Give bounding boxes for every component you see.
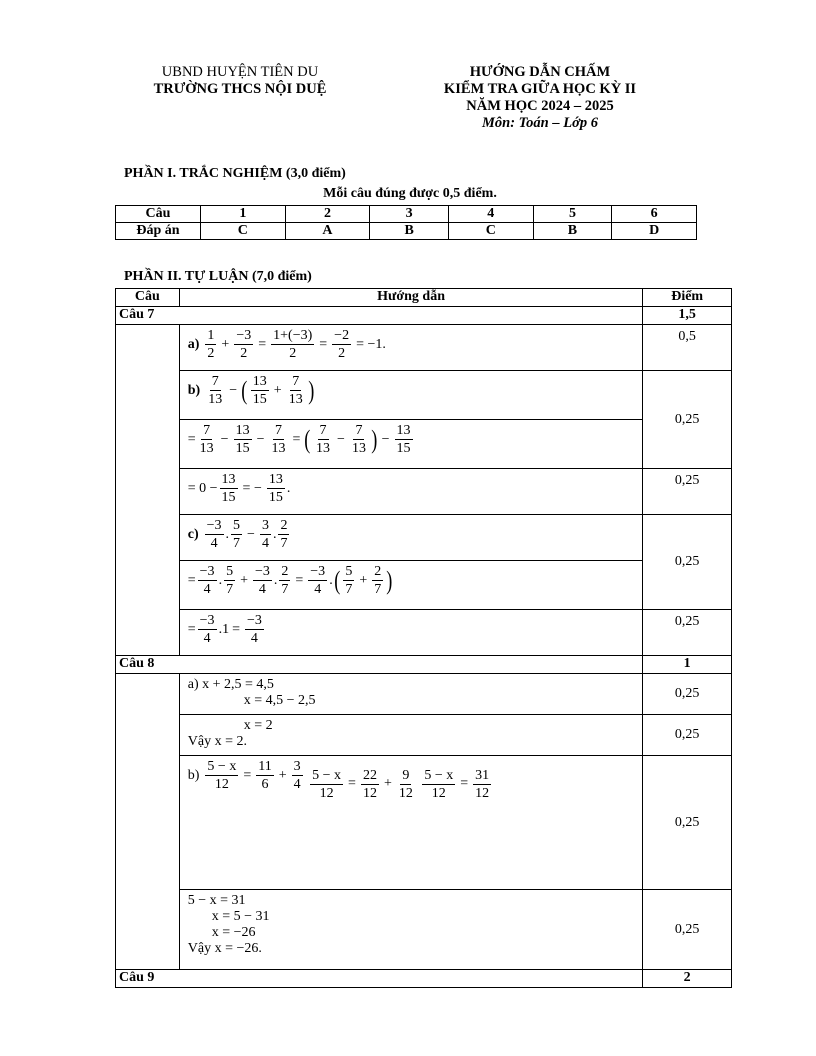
- col-points: Điểm: [643, 289, 732, 307]
- question-label: Câu 9: [116, 970, 643, 988]
- answer-table: [115, 205, 697, 240]
- question-number: 2: [285, 206, 370, 223]
- answer-cell: C: [448, 223, 533, 240]
- step-7c-2: = −3 4 . 5 7 + $\frac{-3}{4}$ . $\frac{2}{7}$ = $\frac{-3}{4}$ . ( 5 7 + $\frac{2}{7}$ ): [179, 561, 643, 610]
- question-row: [116, 970, 732, 988]
- exam-name: KIỂM TRA GIỮA HỌC KỲ II: [443, 81, 637, 97]
- step-row: [116, 756, 732, 890]
- step-8b-1: b) $\frac{5 - x}{12}$ = $\frac{11}{6}$ + $\frac{3}{4}$ $\frac{5 - x}{12}$ = $\frac{22}{12}$ + $\frac{9}{12}$ $\frac{5 - x}{12}$ = $\frac{31}{12}$: [179, 756, 643, 890]
- question-row: [116, 307, 732, 325]
- step-8b-2: 5 − x = 31 x = 5 − 31 x = −26 Vậy x = −26.: [179, 890, 643, 970]
- step-8a-2: x = 2 Vậy x = 2.: [179, 715, 643, 756]
- step-points: 0,25: [643, 371, 732, 469]
- step-points: 0,5: [643, 325, 732, 371]
- step-points: 0,25: [643, 610, 732, 656]
- step-7b-3: = 0 − $\frac{13}{15}$ = − $\frac{13}{15}$ .: [179, 469, 643, 515]
- document-header: [412, 64, 668, 132]
- school-header: [128, 64, 352, 98]
- grading-header-row: [116, 289, 732, 307]
- step-row: [116, 420, 732, 469]
- question-number: 5: [533, 206, 612, 223]
- answer-table-questions: [116, 206, 697, 223]
- blank-cell: [116, 674, 180, 970]
- step-row: [116, 325, 732, 371]
- step-8a-1: a) x + 2,5 = 4,5 x = 4,5 − 2,5: [179, 674, 643, 715]
- col-guide: Hướng dẫn: [179, 289, 643, 307]
- step-points: 0,25: [643, 515, 732, 610]
- question-points: 1,5: [643, 307, 732, 325]
- question-header: Câu: [116, 206, 201, 223]
- answer-header: Đáp án: [116, 223, 201, 240]
- school-year: NĂM HỌC 2024 – 2025: [466, 98, 614, 114]
- step-row: [116, 715, 732, 756]
- step-7b-2: = 7 13 − $\frac{13}{15}$ − $\frac{7}{13}$ = ( 7 13 − $\frac{7}{13}$ ) − $\frac{13}{15}$: [179, 420, 643, 469]
- step-row: [116, 561, 732, 610]
- step-row: [116, 515, 732, 561]
- part2-title: PHẦN II. TỰ LUẬN (7,0 điểm): [124, 269, 312, 284]
- doc-title: HƯỚNG DẪN CHẤM: [469, 64, 611, 80]
- question-number: 3: [370, 206, 449, 223]
- step-points: 0,25: [643, 469, 732, 515]
- blank-cell: [116, 325, 180, 656]
- step-row: [116, 674, 732, 715]
- step-7c-3: = $\frac{-3}{4}$ .1 = $\frac{-3}{4}$: [179, 610, 643, 656]
- step-row: [116, 890, 732, 970]
- subject: Môn: Toán – Lớp 6: [481, 115, 598, 131]
- col-cau: Câu: [116, 289, 180, 307]
- step-points: 0,25: [643, 674, 732, 715]
- part1-title: PHẦN I. TRẮC NGHIỆM (3,0 điểm): [124, 166, 346, 181]
- question-points: 2: [643, 970, 732, 988]
- step-7c-1: c) −3 4 . 5 7 − $\frac{3}{4}$ . 2 7: [179, 515, 643, 561]
- step-points: 0,25: [643, 756, 732, 890]
- step-row: [116, 469, 732, 515]
- answer-cell: A: [285, 223, 370, 240]
- step-points: 0,25: [643, 890, 732, 970]
- answer-table-answers: [116, 223, 697, 240]
- question-number: 4: [448, 206, 533, 223]
- answer-cell: B: [533, 223, 612, 240]
- answer-cell: C: [201, 223, 286, 240]
- question-label: Câu 7: [116, 307, 643, 325]
- step-7a: a) 1 2 + $\frac{-3}{2}$ = $\frac{1+(-3)}{2}$ = $\frac{-2}{2}$ = −1.: [179, 325, 643, 371]
- question-row: [116, 656, 732, 674]
- step-row: [116, 371, 732, 420]
- step-7b-1: b) 7 13 − ( 13 15 + $\frac{7}{13}$ ): [179, 371, 643, 420]
- question-label: Câu 8: [116, 656, 643, 674]
- question-number: 6: [612, 206, 697, 223]
- question-points: 1: [643, 656, 732, 674]
- district-name: UBND HUYỆN TIÊN DU: [161, 64, 319, 80]
- grading-table: [115, 288, 732, 988]
- answer-cell: B: [370, 223, 449, 240]
- step-row: [116, 610, 732, 656]
- step-points: 0,25: [643, 715, 732, 756]
- answer-cell: D: [612, 223, 697, 240]
- school-name: TRƯỜNG THCS NỘI DUỆ: [153, 81, 327, 97]
- part1-note: Mỗi câu đúng được 0,5 điểm.: [323, 186, 497, 201]
- question-number: 1: [201, 206, 286, 223]
